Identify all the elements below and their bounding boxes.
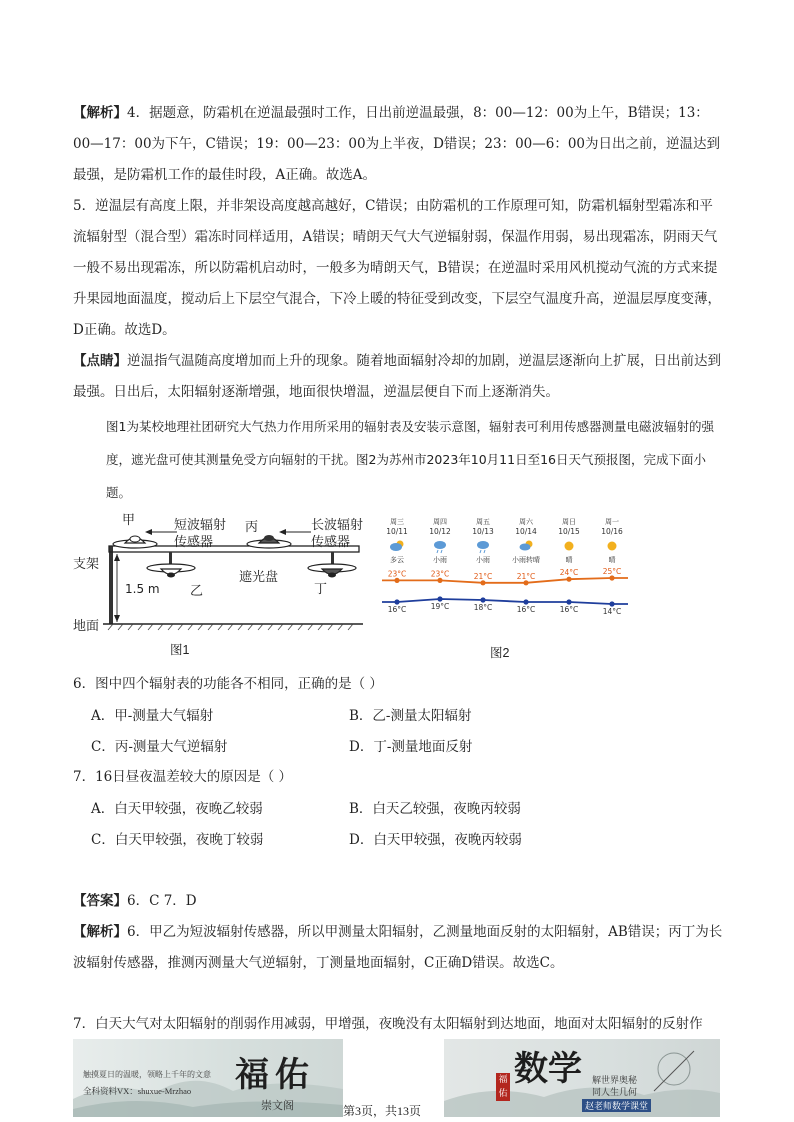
low-temp-point	[480, 597, 485, 602]
low-temp-point	[394, 599, 399, 604]
high-temp-point	[609, 575, 614, 580]
q7-option-b: B．白天乙较强，夜晚丙较弱	[349, 801, 521, 817]
rain-drop	[437, 550, 438, 553]
figure-1-caption: 图1	[170, 643, 190, 657]
intro-paragraph: 图1为某校地理社团研究大气热力作用所采用的辐射表及安装示意图，辐射表可利用传感器测量电磁波辐射的强度，遮光盘可使其测量免受方向辐射的干扰。图2为苏州市2023年10月11日至16日天气预报图，完成下面小题。	[106, 419, 714, 500]
label-shade: 遮光盘	[239, 570, 279, 585]
low-temp-point	[523, 599, 528, 604]
q6-option-d: D．丁-测量地面反射	[349, 739, 473, 755]
page-number: 第3页，共13页	[343, 1104, 422, 1118]
date-label: 10/11	[386, 527, 408, 536]
footer-banner-right	[444, 1039, 720, 1117]
low-temp-point	[437, 596, 442, 601]
figure-1	[73, 506, 373, 636]
support-post	[109, 546, 113, 624]
analysis-paragraph-5: 5．逆温层有高度上限，并非架设高度越高越好，C错误；由防霜机的工作原理可知，防霜机辐射型霜冻和平流辐射型（混合型）霜冻时同样适用，A错误；晴朗天气大气逆辐射弱，保温作用弱，易出现霜冻，阴雨天气一般不易出现霜冻，所以防霜机启动时，一般多为晴朗天气，B错误；在逆温时采用风机搅动气流的方式来提升果园地面温度，搅动后上下层空气混合，下冷上暖的特征受到改变，下层空气温度升高，逆温层厚度变薄，D正确。故选D。	[73, 198, 721, 338]
rain-cloud-icon	[477, 541, 489, 549]
forecast-chart	[382, 514, 628, 626]
sunny-icon	[608, 542, 617, 551]
weather-label: 小雨转晴	[512, 556, 540, 564]
low-temp-point	[566, 599, 571, 604]
weekday-label: 周三	[390, 518, 404, 526]
answer-tag: 【答案】	[73, 893, 127, 909]
label-long-wave: 长波辐射	[311, 518, 364, 533]
label-jia: 甲	[122, 513, 136, 528]
weekday-label: 周五	[476, 518, 490, 526]
question-7-stem: 7．16日昼夜温差较大的原因是（ ）	[73, 769, 293, 785]
high-temp-label: 23°C	[387, 569, 407, 579]
ground-hatching	[108, 624, 353, 630]
explanation-tag: 【解析】	[73, 924, 127, 940]
cloudy-icon	[390, 543, 402, 551]
right-banner-line1: 解世界奥秘	[592, 1076, 638, 1086]
analysis-paragraph-4	[73, 98, 723, 191]
low-temp-label: 16°C	[387, 605, 407, 614]
sensor-jia	[113, 536, 157, 548]
sensor-bing	[247, 535, 291, 548]
weather-label: 小雨	[433, 556, 447, 564]
sensor-ding	[308, 552, 356, 578]
explanation-7: 7．白天大气对太阳辐射的削弱作用减弱，甲增强，夜晚没有太阳辐射到达地面，地面对太阳辐射的反射作	[73, 1016, 703, 1032]
analysis-tag: 【解析】	[73, 105, 127, 121]
rain-drop	[480, 550, 481, 553]
high-temp-line	[382, 578, 628, 583]
date-label: 10/13	[472, 527, 494, 536]
low-temp-label: 18°C	[473, 603, 493, 612]
answer-text: 6．C 7．D	[127, 893, 197, 909]
date-label: 10/14	[515, 527, 537, 536]
weather-label: 晴	[608, 556, 616, 564]
right-banner-line2: 同人生几何	[592, 1088, 638, 1098]
high-temp-label: 24°C	[559, 568, 579, 578]
tip-paragraph	[73, 346, 723, 408]
low-temp-label: 16°C	[516, 605, 536, 614]
weather-label: 小雨	[476, 556, 490, 564]
high-temp-label: 21°C	[473, 571, 493, 581]
high-temp-label: 23°C	[430, 569, 450, 579]
q7-option-c: C．白天甲较强，夜晚丁较弱	[91, 832, 264, 848]
low-temp-point	[609, 601, 614, 606]
right-banner-sub: 赵老师数学课堂	[582, 1099, 651, 1112]
low-temp-line	[382, 599, 628, 604]
left-banner-line2: 全科资料VX：shuxue-Mrzhao	[83, 1086, 192, 1096]
answer-line	[73, 886, 723, 917]
analysis-text: 4．据题意，防霜机在逆温最强时工作，日出前逆温最强，8：00—12：00为上午，B错误；13：00—17：00为下午，C错误；19：00—23：00为上半夜，D错误；23：00—6：00为日出之前，逆温达到最强，是防霜机工作的最佳时段，A正确。故选A。	[73, 105, 721, 183]
date-label: 10/12	[429, 527, 451, 536]
figure-2-caption: 图2	[490, 646, 510, 660]
label-ding: 丁	[314, 582, 328, 597]
high-temp-point	[480, 580, 485, 585]
weekday-label: 周六	[519, 518, 533, 526]
explanation-6-text: 6．甲乙为短波辐射传感器，所以甲测量太阳辐射，乙测量地面反射的太阳辐射，AB错误；丙丁为长波辐射传感器，推测丙测量大气逆辐射，丁测量地面辐射，C正确D错误。故选C。	[73, 924, 723, 971]
label-short-wave: 短波辐射	[174, 518, 227, 533]
high-temp-point	[566, 577, 571, 582]
footer-banner-left	[73, 1039, 343, 1117]
low-temp-label: 16°C	[559, 605, 579, 614]
figure-2-weather-forecast	[382, 514, 628, 626]
sensor-yi	[147, 552, 195, 578]
tip-tag: 【点睛】	[73, 353, 127, 369]
q6-option-a: A．甲-测量大气辐射	[91, 708, 214, 724]
weekday-label: 周日	[562, 518, 576, 526]
weekday-label: 周一	[605, 518, 619, 526]
date-label: 10/16	[601, 527, 623, 536]
cloud-part-icon	[520, 544, 531, 551]
left-banner-line1: 触摸夏日的温暖，领略上千年的文意	[83, 1070, 211, 1079]
sunny-icon	[565, 542, 574, 551]
date-label: 10/15	[558, 527, 580, 536]
right-banner-logo: 数学	[514, 1049, 582, 1089]
high-temp-point	[523, 580, 528, 585]
weather-label: 多云	[390, 556, 404, 564]
tip-text: 逆温指气温随高度增加而上升的现象。随着地面辐射冷却的加剧，逆温层逐渐向上扩展，日出前达到最强。日出后，太阳辐射逐渐增强，地面很快增温，逆温层便自下而上逐渐消失。	[73, 353, 721, 400]
rain-drop	[484, 550, 485, 553]
label-height: 1.5 m	[125, 582, 160, 596]
q6-option-c: C．丙-测量大气逆辐射	[91, 739, 228, 755]
label-long-sensor: 传感器	[311, 535, 351, 550]
q7-option-d: D．白天甲较强，夜晚丙较弱	[349, 832, 522, 848]
label-bracket: 支架	[73, 557, 100, 572]
high-temp-label: 25°C	[602, 567, 622, 576]
low-temp-label: 19°C	[430, 602, 450, 611]
label-ground: 地面	[73, 619, 100, 634]
question-6-stem: 6．图中四个辐射表的功能各不相同，正确的是（ ）	[73, 676, 383, 692]
explanation-6	[73, 917, 723, 979]
rain-drop	[441, 550, 442, 553]
q7-option-a: A．白天甲较强，夜晚乙较弱	[91, 801, 263, 817]
label-short-sensor: 传感器	[174, 535, 214, 550]
high-temp-point	[437, 578, 442, 583]
right-banner-seal: 福佑	[496, 1073, 510, 1101]
rain-cloud-icon	[434, 541, 446, 549]
weekday-label: 周四	[433, 518, 447, 526]
weather-label: 晴	[565, 556, 573, 564]
label-bing: 丙	[245, 520, 259, 535]
q6-option-b: B．乙-测量太阳辐射	[349, 708, 472, 724]
left-banner-logo: 福佑	[235, 1055, 315, 1095]
high-temp-label: 21°C	[516, 571, 536, 581]
left-banner-sub: 崇文阁	[261, 1099, 294, 1112]
label-yi: 乙	[190, 584, 204, 599]
high-temp-point	[394, 578, 399, 583]
low-temp-label: 14°C	[602, 607, 622, 616]
